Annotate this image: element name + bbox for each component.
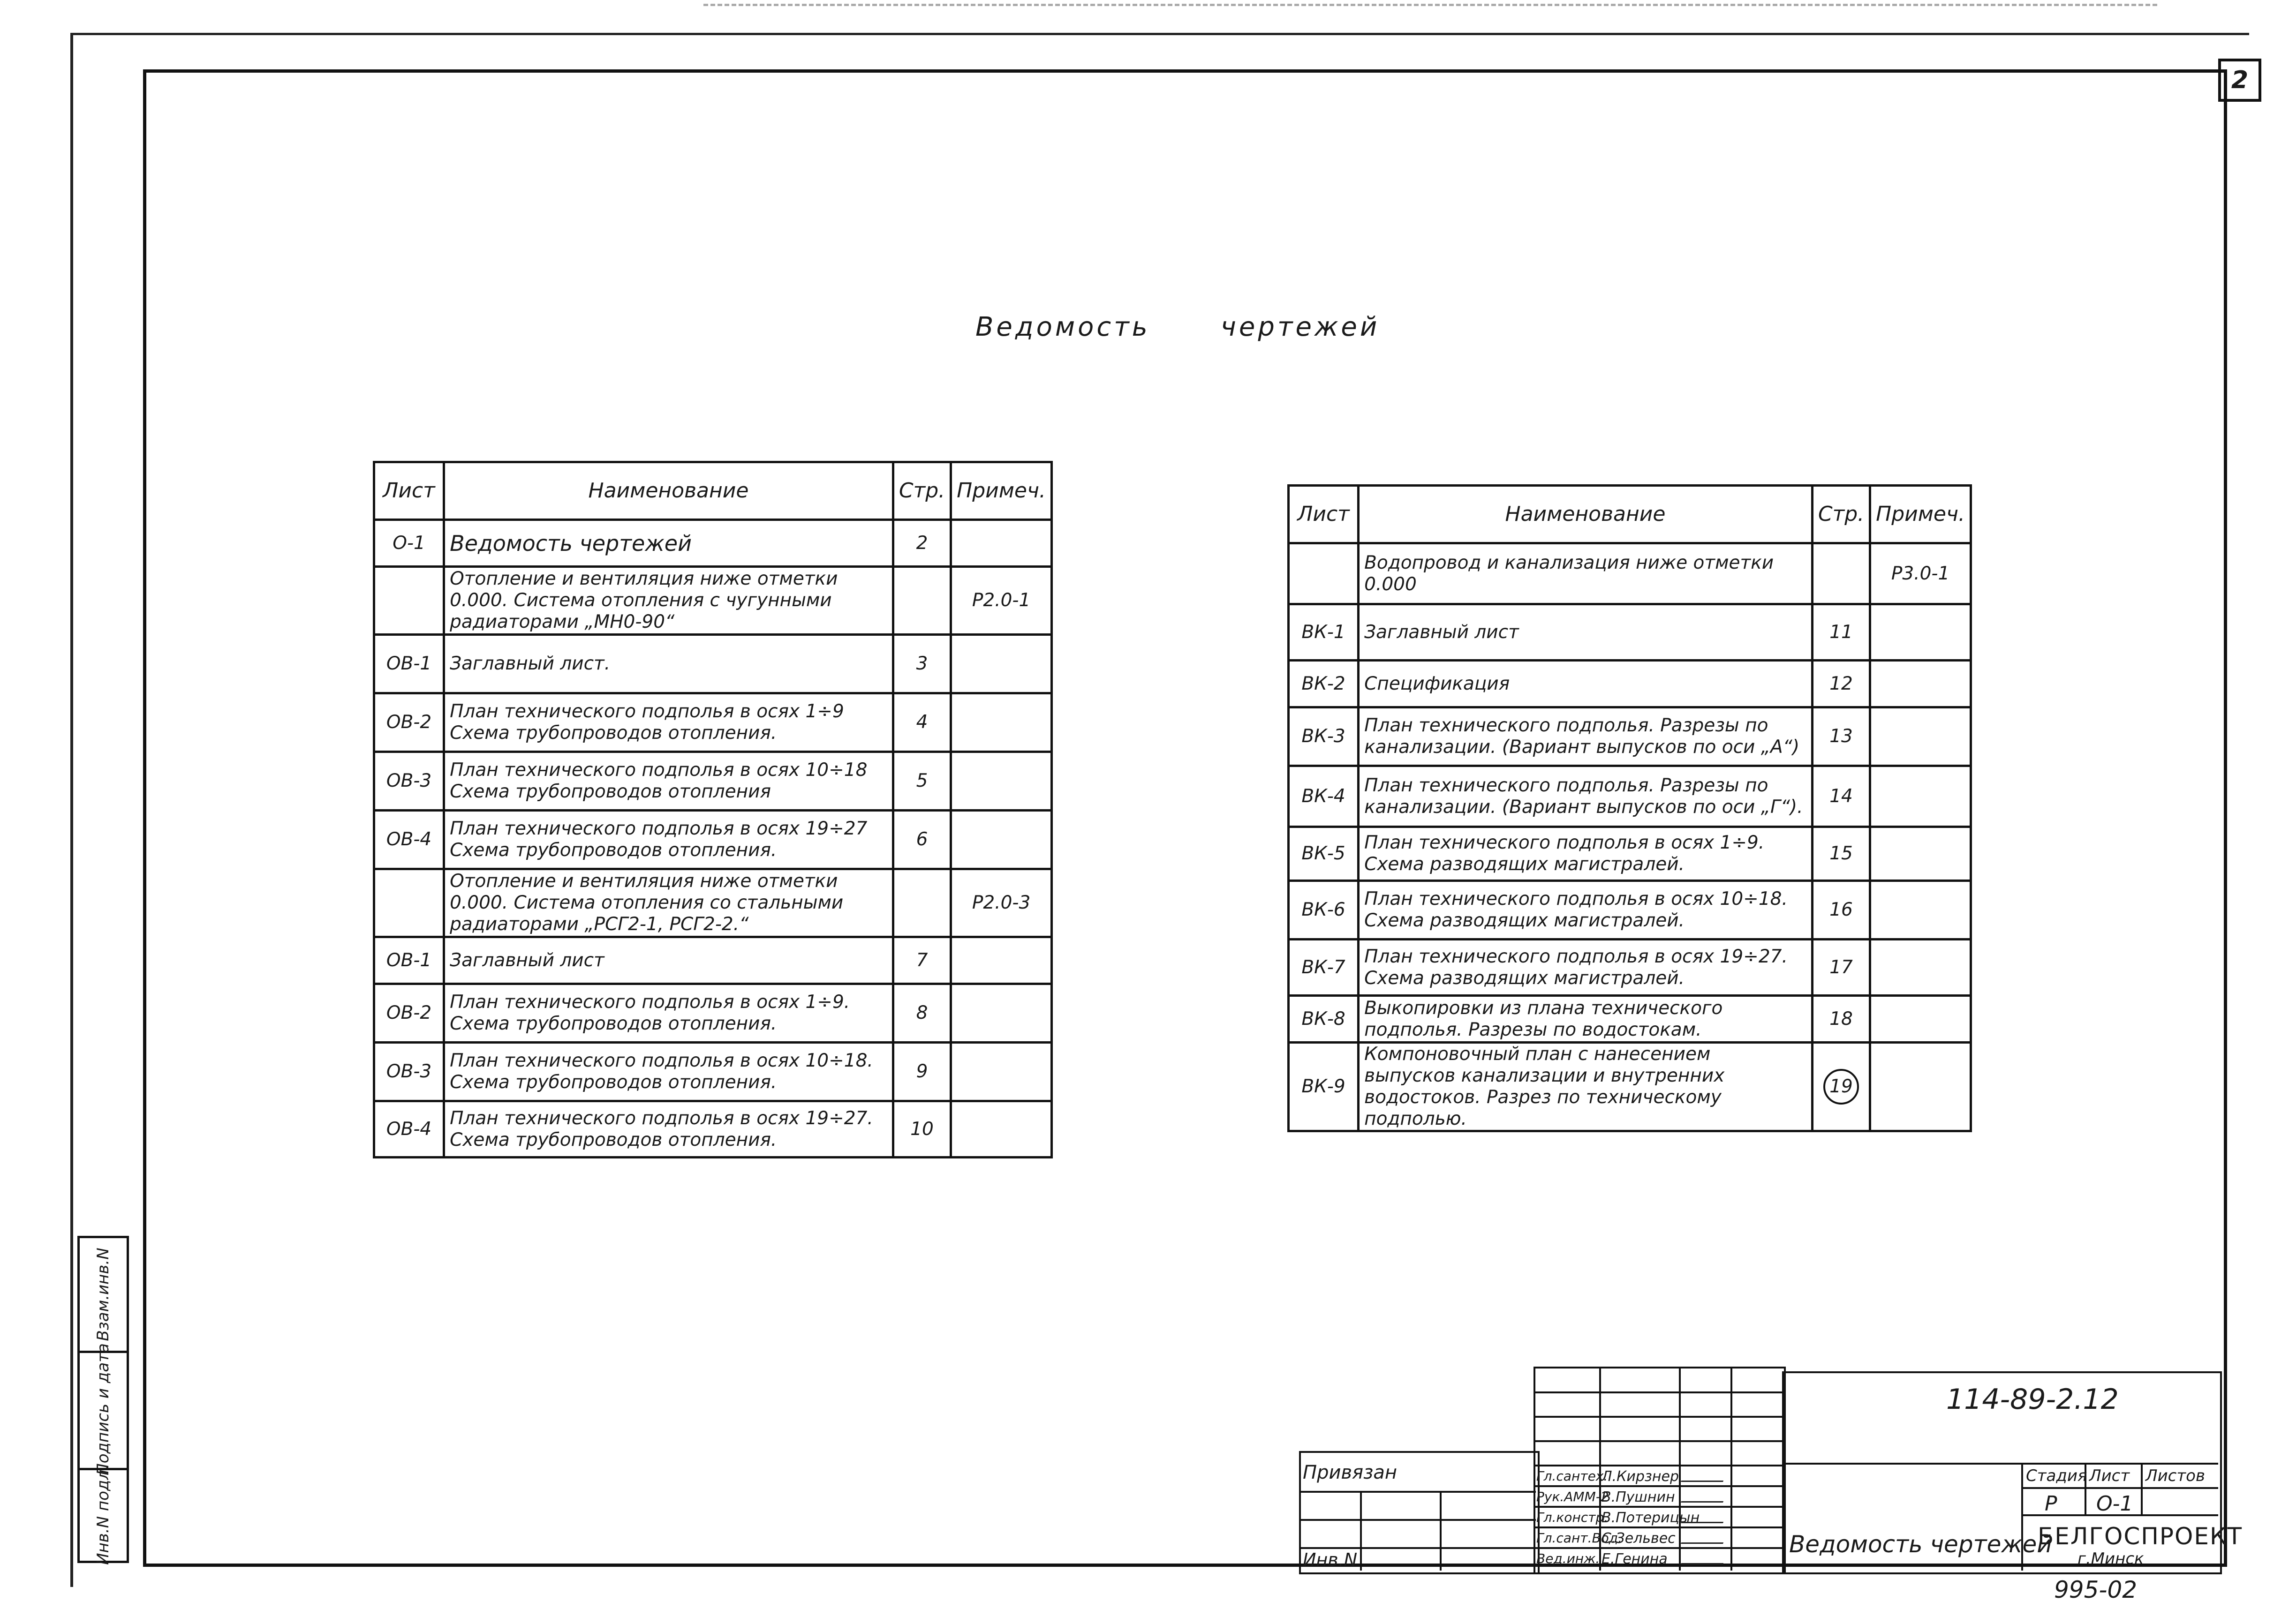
cell-sheet: ОВ-2 (374, 984, 444, 1043)
title-word-2: чертежей (1220, 312, 1380, 342)
inv-label: Инв.N (1303, 1549, 1358, 1570)
cell-note (1870, 604, 1971, 661)
table-row (1289, 766, 1971, 827)
cell-name: План технического подполья в осях 10÷18. Схема трубопроводов отопления. (444, 1043, 893, 1101)
table-row (374, 869, 1052, 937)
cell-page (1812, 543, 1870, 604)
cell-sheet: О-1 (374, 520, 444, 567)
cell-sheet (1289, 543, 1359, 604)
cell-note (1870, 996, 1971, 1043)
cell-name: План технического подполья в осях 1÷9. Схема разводящих магистралей. (1359, 827, 1813, 881)
cell-name: Отопление и вентиляция ниже отметки 0.000. Система отопления со стальными радиаторами „РСГ2-1, РСГ2-2.“ (444, 869, 893, 937)
cell-sheet: ВК-1 (1289, 604, 1359, 661)
cell-sheet: ОВ-1 (374, 635, 444, 693)
cell-sheet: ВК-4 (1289, 766, 1359, 827)
side-stamp-signature-date: Подпись и дата (94, 1343, 113, 1475)
staff-role: Вед.инж. (1536, 1551, 1600, 1566)
table-row (374, 984, 1052, 1043)
cell-page: 11 (1812, 604, 1870, 661)
cell-name: Компоновочный план с нанесением выпусков канализации и внутренних водостоков. Разрез по техническому подполью. (1359, 1043, 1813, 1131)
table-row (374, 693, 1052, 752)
cell-note (1870, 1043, 1971, 1131)
cell-sheet: ОВ-4 (374, 1101, 444, 1158)
cell-name: План технического подполья. Разрезы по канализации. (Вариант выпусков по оси „А“) (1359, 707, 1813, 766)
cell-page: 16 (1812, 881, 1870, 940)
cell-page: 9 (893, 1043, 951, 1101)
cell-page: 14 (1812, 766, 1870, 827)
table-row (1289, 604, 1971, 661)
cell-sheet: ВК-2 (1289, 661, 1359, 707)
staff-name: Л.Кирзнер (1602, 1468, 1679, 1485)
cell-page (893, 567, 951, 635)
cell-page: 15 (1812, 827, 1870, 881)
cell-note (1870, 707, 1971, 766)
stage-value: Р (2045, 1492, 2057, 1516)
cell-name: Ведомость чертежей (444, 520, 893, 567)
order-number: 995-02 (2054, 1576, 2138, 1603)
staff-role: Гл.сант.Вод. (1536, 1530, 1623, 1546)
cell-page: 2 (893, 520, 951, 567)
header-sheet: Лист (374, 462, 444, 520)
staff-role: Гл.констр. (1536, 1510, 1609, 1525)
cell-note (1870, 881, 1971, 940)
staff-role: Гл.сантех. (1536, 1468, 1608, 1484)
table-row (374, 937, 1052, 984)
cell-note: Р3.0-1 (1870, 543, 1971, 604)
cell-name: План технического подполья в осях 19÷27 Схема трубопроводов отопления. (444, 811, 893, 869)
cell-note (951, 937, 1052, 984)
table-row (374, 1101, 1052, 1158)
page-circled: 19 (1823, 1069, 1859, 1105)
cell-sheet: ОВ-3 (374, 1043, 444, 1101)
cell-sheet: ВК-5 (1289, 827, 1359, 881)
cell-note (1870, 827, 1971, 881)
cell-sheet: ВК-8 (1289, 996, 1359, 1043)
cell-page (893, 869, 951, 937)
table-row (1289, 543, 1971, 604)
header-page: Стр. (893, 462, 951, 520)
cell-note (951, 1101, 1052, 1158)
cell-note (1870, 661, 1971, 707)
table-row (1289, 707, 1971, 766)
cell-note: Р2.0-1 (951, 567, 1052, 635)
sheet-label: Лист (2089, 1466, 2130, 1485)
cell-name: План технического подполья в осях 1÷9 Схема трубопроводов отопления. (444, 693, 893, 752)
table-body (374, 520, 1052, 1158)
signature-mark (1681, 1487, 1729, 1503)
table-row (1289, 881, 1971, 940)
cell-sheet: ОВ-4 (374, 811, 444, 869)
cell-name: План технического подполья в осях 19÷27. Схема разводящих магистралей. (1359, 940, 1813, 996)
document-code: 114-89-2.12 (1946, 1383, 2119, 1416)
cell-name: Спецификация (1359, 661, 1813, 707)
table-row (374, 811, 1052, 869)
cell-name: Отопление и вентиляция ниже отметки 0.000. Система отопления с чугунными радиаторами „МН0-90“ (444, 567, 893, 635)
title-word-1: Ведомость (975, 312, 1150, 342)
side-stamp-inv-original: Инв.N подл. (94, 1465, 113, 1565)
header-page: Стр. (1812, 486, 1870, 543)
header-sheet: Лист (1289, 486, 1359, 543)
cell-sheet: ОВ-1 (374, 937, 444, 984)
page-title (975, 312, 1450, 342)
cell-page: 18 (1812, 996, 1870, 1043)
sheet-number: 2 (2218, 59, 2261, 102)
cell-name: Заглавный лист (1359, 604, 1813, 661)
drawings-register-right (1287, 484, 1972, 1132)
cell-note: Р2.0-3 (951, 869, 1052, 937)
cell-note (951, 811, 1052, 869)
cell-sheet: ВК-7 (1289, 940, 1359, 996)
sheet-value: О-1 (2096, 1492, 2133, 1516)
header-name: Наименование (444, 462, 893, 520)
cell-page: 7 (893, 937, 951, 984)
header-note: Примеч. (951, 462, 1052, 520)
sheets-label: Листов (2145, 1466, 2206, 1485)
cell-name: План технического подполья в осях 19÷27. Схема трубопроводов отопления. (444, 1101, 893, 1158)
cell-sheet: ВК-9 (1289, 1043, 1359, 1131)
side-stamp (77, 1236, 129, 1563)
cell-name: Выкопировки из плана технического подполья. Разрезы по водостокам. (1359, 996, 1813, 1043)
signature-mark (1681, 1549, 1729, 1564)
cell-name: План технического подполья в осях 1÷9. Схема трубопроводов отопления. (444, 984, 893, 1043)
cell-page: 6 (893, 811, 951, 869)
cell-page (1812, 1043, 1870, 1131)
cell-name: План технического подполья в осях 10÷18. Схема разводящих магистралей. (1359, 881, 1813, 940)
cell-note (1870, 940, 1971, 996)
stage-label: Стадия (2026, 1466, 2087, 1485)
cell-page: 12 (1812, 661, 1870, 707)
header-note: Примеч. (1870, 486, 1971, 543)
table-row (374, 520, 1052, 567)
cell-sheet (374, 869, 444, 937)
cell-page: 17 (1812, 940, 1870, 996)
table-header-row (1289, 486, 1971, 543)
table-row (1289, 1043, 1971, 1131)
cell-sheet: ОВ-3 (374, 752, 444, 811)
staff-name: В.Потерицын (1602, 1510, 1700, 1526)
header-name: Наименование (1359, 486, 1813, 543)
cell-page: 8 (893, 984, 951, 1043)
staff-role: Рук.АММ-2 (1536, 1489, 1609, 1504)
drawings-register-left (373, 461, 1053, 1158)
staff-name: В.Пушнин (1602, 1489, 1675, 1505)
cell-name: План технического подполья. Разрезы по канализации. (Вариант выпусков по оси „Г“). (1359, 766, 1813, 827)
cell-note (1870, 766, 1971, 827)
cell-note (951, 752, 1052, 811)
signature-mark (1681, 1528, 1729, 1544)
signature-mark (1681, 1508, 1729, 1523)
org-name: БЕЛГОСПРОЕКТ (2038, 1523, 2243, 1550)
side-stamp-replace-inv: Взам.инв.N (94, 1248, 113, 1341)
table-row (1289, 996, 1971, 1043)
attached-label: Привязан (1303, 1462, 1398, 1483)
table-row (1289, 661, 1971, 707)
cell-name: Заглавный лист (444, 937, 893, 984)
table-row (1289, 940, 1971, 996)
table-row (374, 635, 1052, 693)
cell-note (951, 984, 1052, 1043)
table-body (1289, 543, 1971, 1131)
cell-sheet: ВК-3 (1289, 707, 1359, 766)
cell-note (951, 693, 1052, 752)
staff-name: С.Зельвес (1602, 1530, 1676, 1547)
signature-mark (1681, 1466, 1729, 1482)
table-row (374, 1043, 1052, 1101)
org-city: г.Минск (2077, 1549, 2144, 1568)
table-header-row (374, 462, 1052, 520)
cell-note (951, 520, 1052, 567)
top-edge-marks (703, 4, 2157, 9)
cell-name: Водопровод и канализация ниже отметки 0.000 (1359, 543, 1813, 604)
table-row (1289, 827, 1971, 881)
cell-sheet (374, 567, 444, 635)
cell-note (951, 635, 1052, 693)
cell-page: 4 (893, 693, 951, 752)
cell-name: План технического подполья в осях 10÷18 Схема трубопроводов отопления (444, 752, 893, 811)
cell-sheet: ВК-6 (1289, 881, 1359, 940)
staff-name: Е.Генина (1602, 1551, 1668, 1567)
cell-page: 10 (893, 1101, 951, 1158)
sheet-title: Ведомость чертежей (1789, 1531, 2052, 1558)
cell-sheet: ОВ-2 (374, 693, 444, 752)
cell-name: Заглавный лист. (444, 635, 893, 693)
cell-page: 13 (1812, 707, 1870, 766)
cell-page: 3 (893, 635, 951, 693)
table-row (374, 567, 1052, 635)
cell-page: 5 (893, 752, 951, 811)
table-row (374, 752, 1052, 811)
cell-note (951, 1043, 1052, 1101)
